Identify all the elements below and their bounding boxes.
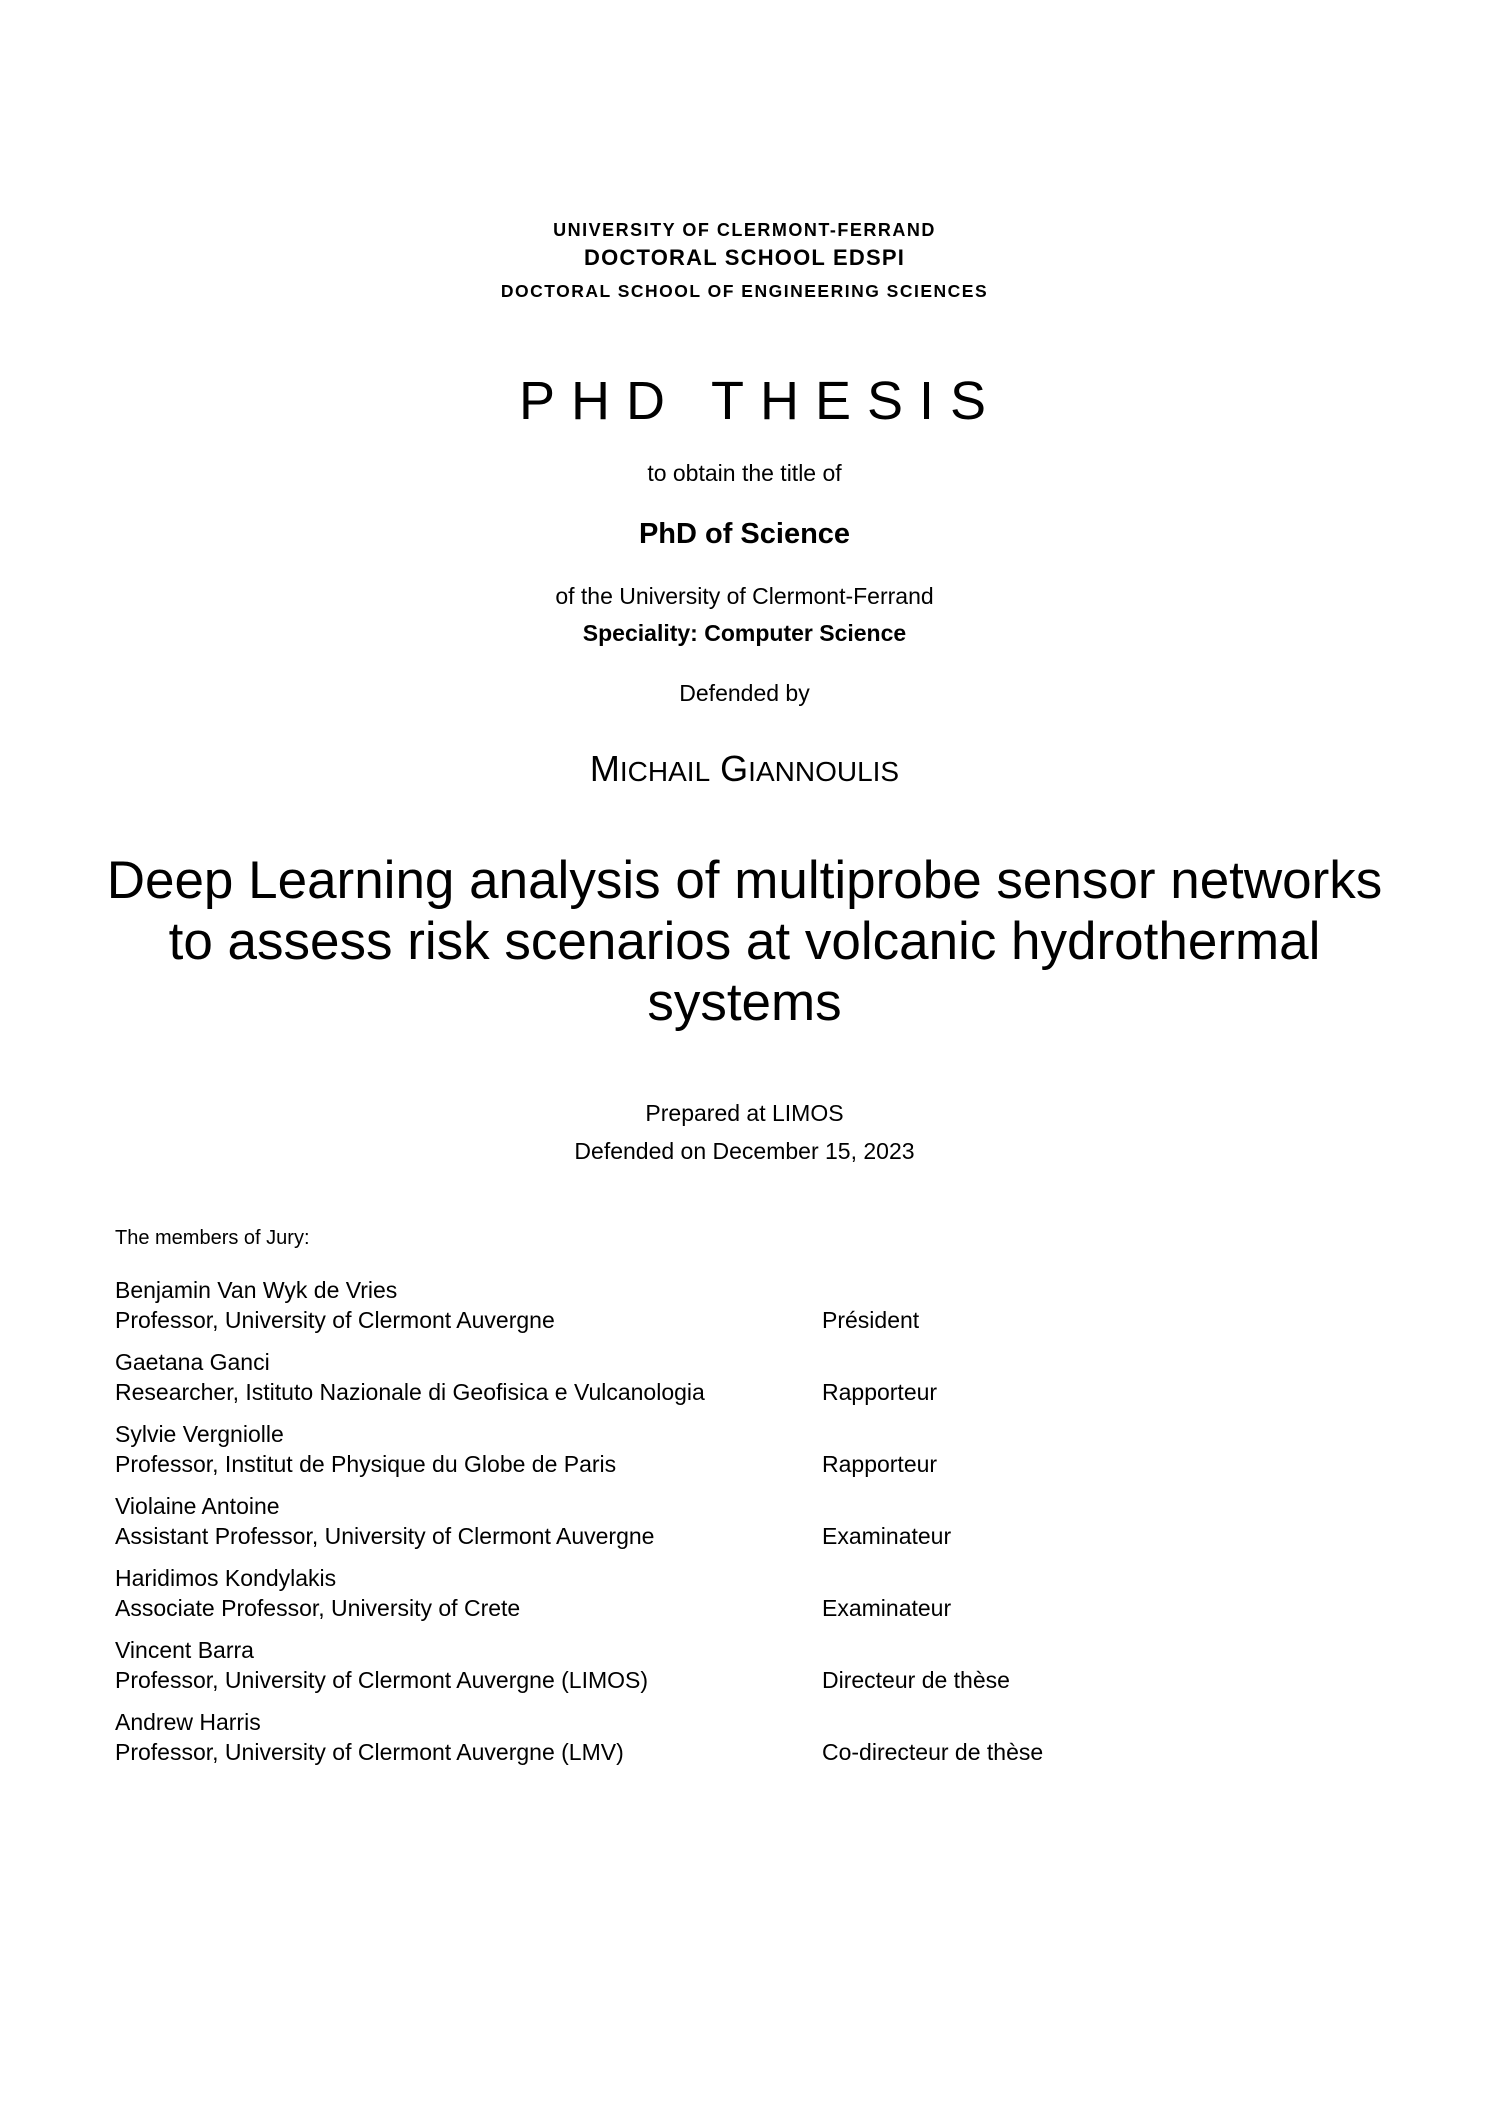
jury-list [115, 1275, 1365, 1779]
jury-member [115, 1347, 1365, 1419]
jury-member-role: Co-directeur de thèse [822, 1739, 1044, 1765]
jury-member-role: Président [822, 1307, 920, 1333]
jury-member-name: Andrew Harris [115, 1709, 261, 1735]
jury-member-role: Examinateur [822, 1595, 952, 1621]
jury-member-role: Directeur de thèse [822, 1667, 1010, 1693]
jury-member-name: Benjamin Van Wyk de Vries [115, 1277, 398, 1303]
jury-member [115, 1491, 1365, 1563]
jury-member-affiliation: Associate Professor, University of Crete [115, 1595, 521, 1621]
jury-member-affiliation: Professor, University of Clermont Auvergne (LIMOS) [115, 1667, 649, 1693]
jury-member [115, 1707, 1365, 1779]
author-name [0, 748, 1489, 790]
doctoral-school-name: DOCTORAL SCHOOL EDSPI [583, 245, 906, 270]
university-name: UNIVERSITY OF CLERMONT-FERRAND [553, 220, 936, 240]
degree-title: PhD of Science [638, 518, 851, 550]
obtain-title-text: to obtain the title of [647, 460, 842, 486]
author-last-rest: IANNOULIS [748, 756, 900, 787]
jury-member [115, 1563, 1365, 1635]
jury-member [115, 1275, 1365, 1347]
jury-member-name: Sylvie Vergniolle [115, 1421, 284, 1447]
defended-by-text: Defended by [679, 680, 810, 706]
jury-member-name: Violaine Antoine [115, 1493, 280, 1519]
jury-member-affiliation: Professor, University of Clermont Auvergne (LMV) [115, 1739, 624, 1765]
jury-member [115, 1635, 1365, 1707]
author-first-rest: ICHAIL [619, 756, 711, 787]
prepared-at-text: Prepared at LIMOS [645, 1100, 844, 1126]
jury-member-role: Examinateur [822, 1523, 952, 1549]
jury-member-name: Haridimos Kondylakis [115, 1565, 337, 1591]
defense-date: Defended on December 15, 2023 [574, 1138, 915, 1164]
jury-member [115, 1419, 1365, 1491]
jury-member-affiliation: Assistant Professor, University of Clermont Auvergne [115, 1523, 655, 1549]
jury-member-name: Gaetana Ganci [115, 1349, 270, 1375]
jury-member-affiliation: Professor, Institut de Physique du Globe de Paris [115, 1451, 617, 1477]
author-first-initial: M [589, 748, 620, 789]
speciality-text: Speciality: Computer Science [582, 620, 907, 646]
jury-member-name: Vincent Barra [115, 1637, 254, 1663]
university-text: of the University of Clermont-Ferrand [555, 583, 934, 609]
jury-member-affiliation: Professor, University of Clermont Auvergne [115, 1307, 555, 1333]
thesis-heading: PHD THESIS [518, 371, 1003, 431]
jury-heading: The members of Jury: [115, 1227, 310, 1249]
author-last-initial: G [720, 748, 749, 789]
jury-member-role: Rapporteur [822, 1379, 938, 1405]
thesis-title: Deep Learning analysis of multiprobe sensor networks to assess risk scenarios at volcanic hydrothermal systems [106, 851, 1383, 1032]
doctoral-school-full-name: DOCTORAL SCHOOL OF ENGINEERING SCIENCES [500, 281, 989, 301]
jury-member-role: Rapporteur [822, 1451, 938, 1477]
jury-member-affiliation: Researcher, Istituto Nazionale di Geofisica e Vulcanologia [115, 1379, 705, 1405]
